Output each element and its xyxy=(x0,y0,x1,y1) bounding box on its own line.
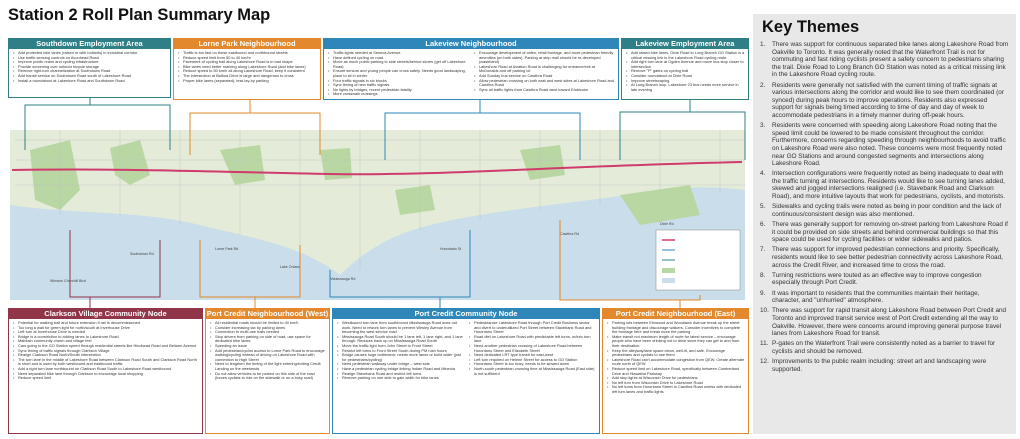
panel-body xyxy=(323,49,619,100)
comment-item: • Sync all traffic lights from Cawthra Road west toward Etobicoke xyxy=(479,88,615,93)
comment-item: • Bridge is a constriction to adding lanes to Lakeshore Road xyxy=(18,335,199,340)
comment-item: • Reduce speed limit from 50 to 40 km/hr xyxy=(183,56,317,61)
lorne-park-neighbourhood-panel xyxy=(173,38,321,100)
road-label: Hurontario St xyxy=(440,247,462,251)
key-themes-title: Key Themes xyxy=(762,18,860,36)
key-theme-number: 9. xyxy=(760,289,766,297)
key-theme-item xyxy=(760,203,1009,218)
panel-body xyxy=(602,319,749,434)
comment-item: • Connection to multi-use trails needed xyxy=(215,330,326,335)
comment-item: • Pavement of cycling trail along Lakeshore Road is in bad shape xyxy=(183,60,317,65)
lakeview-employment-area-panel xyxy=(621,38,749,100)
key-theme-text: Sidewalks and cycling trails were noted as being in poor condition and the lack of continuous/consistent design was also mentioned. xyxy=(772,203,1002,218)
panel-body xyxy=(173,49,321,100)
comment-item: • No lights by bridges, recent pedestrian fatality xyxy=(333,88,469,93)
comment-item: • Mississauga Road South should be 1 lane left, 1 lane right, and 1 lane through. Reduces back up on Mississauga Road South xyxy=(342,335,464,344)
lakeview-neighbourhood-panel xyxy=(323,38,619,100)
southdown-employment-area-panel xyxy=(8,38,171,98)
comment-item: • Proper bike lanes (separated), less lay-by parking xyxy=(183,79,317,84)
panel-body xyxy=(621,49,749,100)
comment-item: • The intersection at Balboa Drive is large and dangerous to cross xyxy=(183,74,317,79)
comment-list xyxy=(12,51,167,83)
comment-item: • Add pedestrian/cyclist access to Lorne Park Road to encourage walking/cycling instead of driving on Lakeshore Road with connection to High Street xyxy=(215,349,326,363)
road-label: Lorne Park Rd xyxy=(215,247,239,251)
comment-list xyxy=(209,321,326,381)
key-theme-number: 1. xyxy=(760,41,766,48)
comment-item: • Encourage development of cafes, retail frontage, and more pedestrian friendly amenities (on both sides). Parking at strip mall should be re-developed (wasteland) xyxy=(479,51,615,65)
comment-item: • Restrict left turns to Front Street South during PM rush hours xyxy=(342,349,464,354)
panel-title: Lakeview Neighbourhood xyxy=(323,38,619,49)
key-theme-number: 12. xyxy=(760,358,769,366)
key-theme-item xyxy=(760,272,1009,287)
comment-item: • Sync timing of traffic signals through Clarkson Village xyxy=(18,349,199,354)
comment-item: • Add Sunday bus service on Cawthra Road xyxy=(479,74,615,79)
panel-title: Southdown Employment Area xyxy=(8,38,171,49)
comment-item: • Realign Clarkson Road North/South intersection xyxy=(18,353,199,358)
comment-item: • Pedestrianize Lakeshore Road through Port Credit Business sector and divert to underutilized Port Street between Stavebank Road and Hurontario Street xyxy=(474,321,596,335)
comment-item: • Remove "P" gates on cycling trail xyxy=(631,69,745,74)
comment-item: • Need pedestrian walkway under bridge – west side xyxy=(342,362,464,367)
comment-item: • Allow pedestrian crossing on both east and west sides at Lakeshore Road and Cawthra Road xyxy=(479,79,615,88)
key-theme-number: 11. xyxy=(760,340,769,348)
page-title: Station 2 Roll Plan Summary Map xyxy=(8,6,271,24)
panel-title: Lakeview Employment Area xyxy=(621,38,749,49)
comment-item: • Install a roundabout at Lakeshore Road and Southdown Road xyxy=(18,79,167,84)
lake-label: Lake Ontario xyxy=(280,265,301,269)
comment-item: • Keep the alleyway/lane space clean, well-lit, and safe. Encourage pedestrians and cyclists to use them xyxy=(612,349,745,358)
key-theme-number: 4. xyxy=(760,170,766,178)
key-theme-number: 3. xyxy=(760,122,766,130)
key-theme-text: Turning restrictions were touted as an effective way to improve congestion especially through Port Credit. xyxy=(772,271,982,287)
comment-item: • Need dedicated LRT type transit for east-west xyxy=(474,353,596,358)
panel-title: Port Credit Community Node xyxy=(332,308,600,319)
road-label: Mississauga Rd xyxy=(330,277,356,281)
comment-item: • Remove right-turn channelization at Southdown Road xyxy=(18,69,167,74)
comment-item: • Traffic is too fast on these eastbound and northbound streets xyxy=(183,51,317,56)
key-theme-number: 8. xyxy=(760,271,766,279)
key-theme-text: P-gates on the Waterfront Trail were consistently noted as a barrier to travel for cyclists and should be removed. xyxy=(772,340,996,355)
key-theme-item xyxy=(760,170,1009,200)
comment-item: • Potential for walking trail and future extension if rail is decommissioned xyxy=(18,321,199,326)
comment-item: • Realign Stavebank Road and restrict left turns xyxy=(342,372,464,377)
comment-item: • Bike lanes need better marking along Lakeshore Road (add bike lanes) xyxy=(183,65,317,70)
key-theme-number: 5. xyxy=(760,203,766,211)
comment-item: • Do not allow vehicles to be parked on this side of the road (forces cyclists to ride on the sidewalk or on a busy road) xyxy=(215,372,326,381)
comment-item: • All residential roads should be limited to 40 km/h xyxy=(215,321,326,326)
key-themes-panel xyxy=(753,14,1016,434)
key-theme-text: There was support for rapid transit along Lakeshore Road between Port Credit and Toronto and improved transit service west of Port Credit extending all the way to Oakville. However, there were concerns around improving general purpose travel lanes from Lakeshore Road for transit. xyxy=(772,307,1007,338)
comment-item: • Improve streetscaping xyxy=(631,79,745,84)
key-theme-item xyxy=(760,82,1009,120)
comment-item: • Speeding an issue xyxy=(215,344,326,349)
key-theme-item xyxy=(760,41,1009,79)
comment-item: • Cars going to the GO Station speed through residential streets like Hindhead Road and Bellarm Avenue xyxy=(18,344,199,349)
comment-item: • Use traffic sensing controls on Avonhead Road xyxy=(18,56,167,61)
panel-title: Port Credit Neighbourhood (East) xyxy=(602,308,749,319)
comment-item: • Four traffic signals in six blocks xyxy=(333,79,469,84)
comment-item: • Lakeshore Road at Aviation Road is challenging for entrance/exit at McDonalds and off parking lot xyxy=(479,65,615,74)
clarkson-village-community-node-panel xyxy=(8,308,203,434)
comment-item: • Make transit not maximum length of route for latest service – encourage people who have been drinking not to drive since they can get to and from their destination xyxy=(612,335,745,349)
comment-item: • Stop drivers from parking on side of road, use space for dedicated bike lanes xyxy=(215,335,326,344)
key-theme-item xyxy=(760,246,1009,269)
port-credit-neighbourhood-west-panel xyxy=(205,308,330,434)
key-theme-text: Intersection configurations were frequently noted as being inadequate to deal with the traffic turning at intersections. Residents would like to see turning lanes added, skewed and jogged intersections realigned (i.e. Stavebank Road and Clarkson Road), and more intuitive layouts that work for pedestrians, cyclists, and motorists. xyxy=(772,170,1006,201)
comment-list xyxy=(625,51,745,92)
key-theme-text: There was generally support for removing on-street parking from Lakeshore Road if it could be provided on side streets and behind commercial buildings so that this space could be used for cycling facilities or wider sidewalks and patios. xyxy=(772,221,1008,244)
comment-item: • Reduce speed limit on Lakeshore Road, specifically between Cumberland Drive and Hiawatha Parkway xyxy=(612,367,745,376)
comment-item: • Left turn required on Helene Street for access to GO Station xyxy=(474,358,596,363)
comment-item: • Road diet on Lakeshore Road with predictable left turns, or/into turn lane xyxy=(474,335,596,344)
comment-item: • Move as much public parking to side streets/behind stores (get off Lakeshore Road) xyxy=(333,60,469,69)
port-credit-neighbourhood-east-panel xyxy=(602,308,749,434)
comment-list xyxy=(12,321,199,381)
key-theme-item xyxy=(760,307,1009,337)
comment-list xyxy=(468,321,596,376)
comment-item: • Add transit service on Southdown Road south of Lakeshore Road xyxy=(18,74,167,79)
comment-item: • Consider roundabout at Dixie Road xyxy=(631,74,745,79)
key-themes-list xyxy=(760,41,1009,373)
comment-item: • Westbound turn lane from southbound Mississauga Road does not work. Need to rework turn lanes to prevent Wesley Avenue from becoming the west service road xyxy=(342,321,464,335)
comment-item: • At Long Branch loop, Lakeshore 23 bus needs more service in late evening xyxy=(631,83,745,92)
key-theme-text: Improvements to the public realm including: street art and landscaping were supported. xyxy=(772,358,987,373)
comment-item: • Too long a wait for green light for north/south at Inverhouse Drive xyxy=(18,326,199,331)
key-theme-text: Residents were generally not satisfied with the current timing of traffic signals at various intersections along the corridor and would like to see them coordinated (or synced) during peak hours to improve operations. Residents also expressed support for signals being timed according to time of day and day of week to accommodate pedestrians in a timely manner during off-peak hours. xyxy=(772,81,1004,119)
panel-body xyxy=(8,49,171,98)
key-theme-text: There was support for improved pedestrian connections and priority. Specifically, residents would like to see better pedestrian connectivity across Lakeshore Road, across the Credit River, and increased time to cross the road. xyxy=(772,246,1003,269)
panel-title: Port Credit Neighbourhood (West) xyxy=(206,309,329,318)
comment-item: • Add raised bike lanes, Dixie Road to Long Branch GO Station is a critical missing link in the Lakeshore Road cycling route xyxy=(631,51,745,60)
comment-item: • No left turns from Hurontario Street to Cawthra Road unless with dedicated left turn lanes and traffic lights xyxy=(612,385,745,394)
comment-item: • Add protected bike lanes (raised or with bollards) in industrial corridor xyxy=(18,51,167,56)
key-theme-text: Residents were concerned with speeding along Lakeshore Road noting that the speed limit could be lowered to be made consistent throughout the corridor. Furthermore, concerns regarding speeding through neighbourhoods to avoid traffic on Lakeshore Road were also noted. These concerns were most frequently noted near GO Stations and around congested segments and intersections along Lakeshore Road. xyxy=(772,122,1006,168)
comment-item: • Maintain community charm and village feel xyxy=(18,339,199,344)
comment-item: • Have defined cycling on road. xyxy=(333,56,469,61)
comment-item: • Need to lengthen the timing of the light entering/exiting Credit Landing on the weekends xyxy=(215,362,326,371)
comment-item: • Left turn at Inverhouse Drive is needed xyxy=(18,330,199,335)
comment-item: • Add right turn lane at Ogden Avenue and move bus stop closer to intersection xyxy=(631,60,745,69)
port-credit-community-node-panel xyxy=(332,308,600,434)
comment-list xyxy=(473,51,615,92)
comment-item: • Add a right turn lane northbound on Clarkson Road South to Lakeshore Road westbound xyxy=(18,367,199,372)
comment-item: • Traffic lights needed at Seneca Avenue. xyxy=(333,51,469,56)
comment-item: • Consider increasing tax by parking lanes xyxy=(215,326,326,331)
road-label: Southdown Rd xyxy=(130,252,154,256)
key-theme-item xyxy=(760,221,1009,244)
comment-list xyxy=(336,321,464,381)
comment-item: • Reduce speed limit xyxy=(18,376,199,381)
comment-list xyxy=(327,51,469,97)
key-theme-item xyxy=(760,340,1009,355)
comment-item: • Reduce speed to 50 km/h all along Lakeshore Road, keep it consistent xyxy=(183,69,317,74)
comment-item: • Lakeshore Road can't accommodate congestion from QEW. Create alternate route north of QEW xyxy=(612,358,745,367)
comment-list xyxy=(177,51,317,83)
comment-item: • Provide screening over outdoor bicycle storage xyxy=(18,65,167,70)
panel-body xyxy=(332,319,600,434)
comment-item: • Ensure seniors and young people can cross safely. Needs good landscaping, place to sit in winter xyxy=(333,69,469,78)
key-theme-number: 7. xyxy=(760,246,766,254)
comment-item: • Move the traffic light from John Street to Front Street xyxy=(342,344,464,349)
comment-item: • Bridge causes huge bottleneck: needs more lanes or build wider (just for pedestrians/cycling) xyxy=(342,353,464,362)
comment-item: • Improve public realm and cycling infrastructure xyxy=(18,60,167,65)
key-theme-text: It was important to residents that the communities maintain their heritage, character, and "unhurried" atmosphere. xyxy=(772,289,980,305)
comment-item: • No left turn from Wisconsin Drive to Lakeshore Road xyxy=(612,381,745,386)
road-label: Winston Churchill Blvd xyxy=(50,279,86,283)
key-theme-number: 10. xyxy=(760,307,769,315)
panel-title: Lorne Park Neighbourhood xyxy=(173,38,321,49)
comment-item: • Hurontario Street is too busy, needs to be slowed down xyxy=(474,362,596,367)
panel-body xyxy=(8,319,203,434)
key-theme-item xyxy=(760,122,1009,168)
comment-item: • North-south pedestrian crossing time at Mississauga Road (East side) is not sufficient xyxy=(474,367,596,376)
comment-item: • Parking lots between Elmwood and Woodlawn Avenue break up the street building frontage and discourage walkers. Consider incentives to complete the frontage here and break more the parking xyxy=(612,321,745,335)
road-label: Cawthra Rd xyxy=(560,232,579,236)
comment-item: • More crosswalk crossings xyxy=(333,92,469,97)
key-theme-number: 2. xyxy=(760,81,766,89)
comment-item: • Have a pedestrian cycling bridge linking Indian Road and Mineola xyxy=(342,367,464,372)
comment-item: • Sync timing of new traffic signals xyxy=(333,83,469,88)
key-theme-item xyxy=(760,290,1009,305)
comment-item: • The turn lane in the middle of Lakeshore Road between Clarkson Road South and Clarkson Road North is short and is used by both westbound and eastbound traffic xyxy=(18,358,199,367)
comment-list xyxy=(606,321,745,395)
panel-body xyxy=(205,319,330,434)
comment-item: • Remove parking on one side to gain width for bike lanes xyxy=(342,376,464,381)
key-theme-text: There was support for continuous separated bike lanes along Lakeshore Road from Oakville to Toronto. It was generally noted that the Waterfront Trail is not for commuting and fast riding cyclists present a safety concern to pedestrians sharing the trail. Dixie Road to Long Branch GO Station was noted as a critical missing link in the Lakeshore Road cycling route. xyxy=(772,41,1009,79)
comment-item: • Need separated bike lane through Clarkson to encourage local shopping xyxy=(18,372,199,377)
comment-item: • Add stop lights at Wisconsin Drive for pedestrians xyxy=(612,376,745,381)
key-theme-number: 6. xyxy=(760,221,766,229)
panel-title: Clarkson Village Community Node xyxy=(8,308,203,319)
comment-item: • Need another pedestrian crossing of Lakeshore Road between Hurontario Street and Elizabeth Street xyxy=(474,344,596,353)
road-label: Dixie Rd xyxy=(660,222,674,226)
key-theme-item xyxy=(760,358,1009,373)
